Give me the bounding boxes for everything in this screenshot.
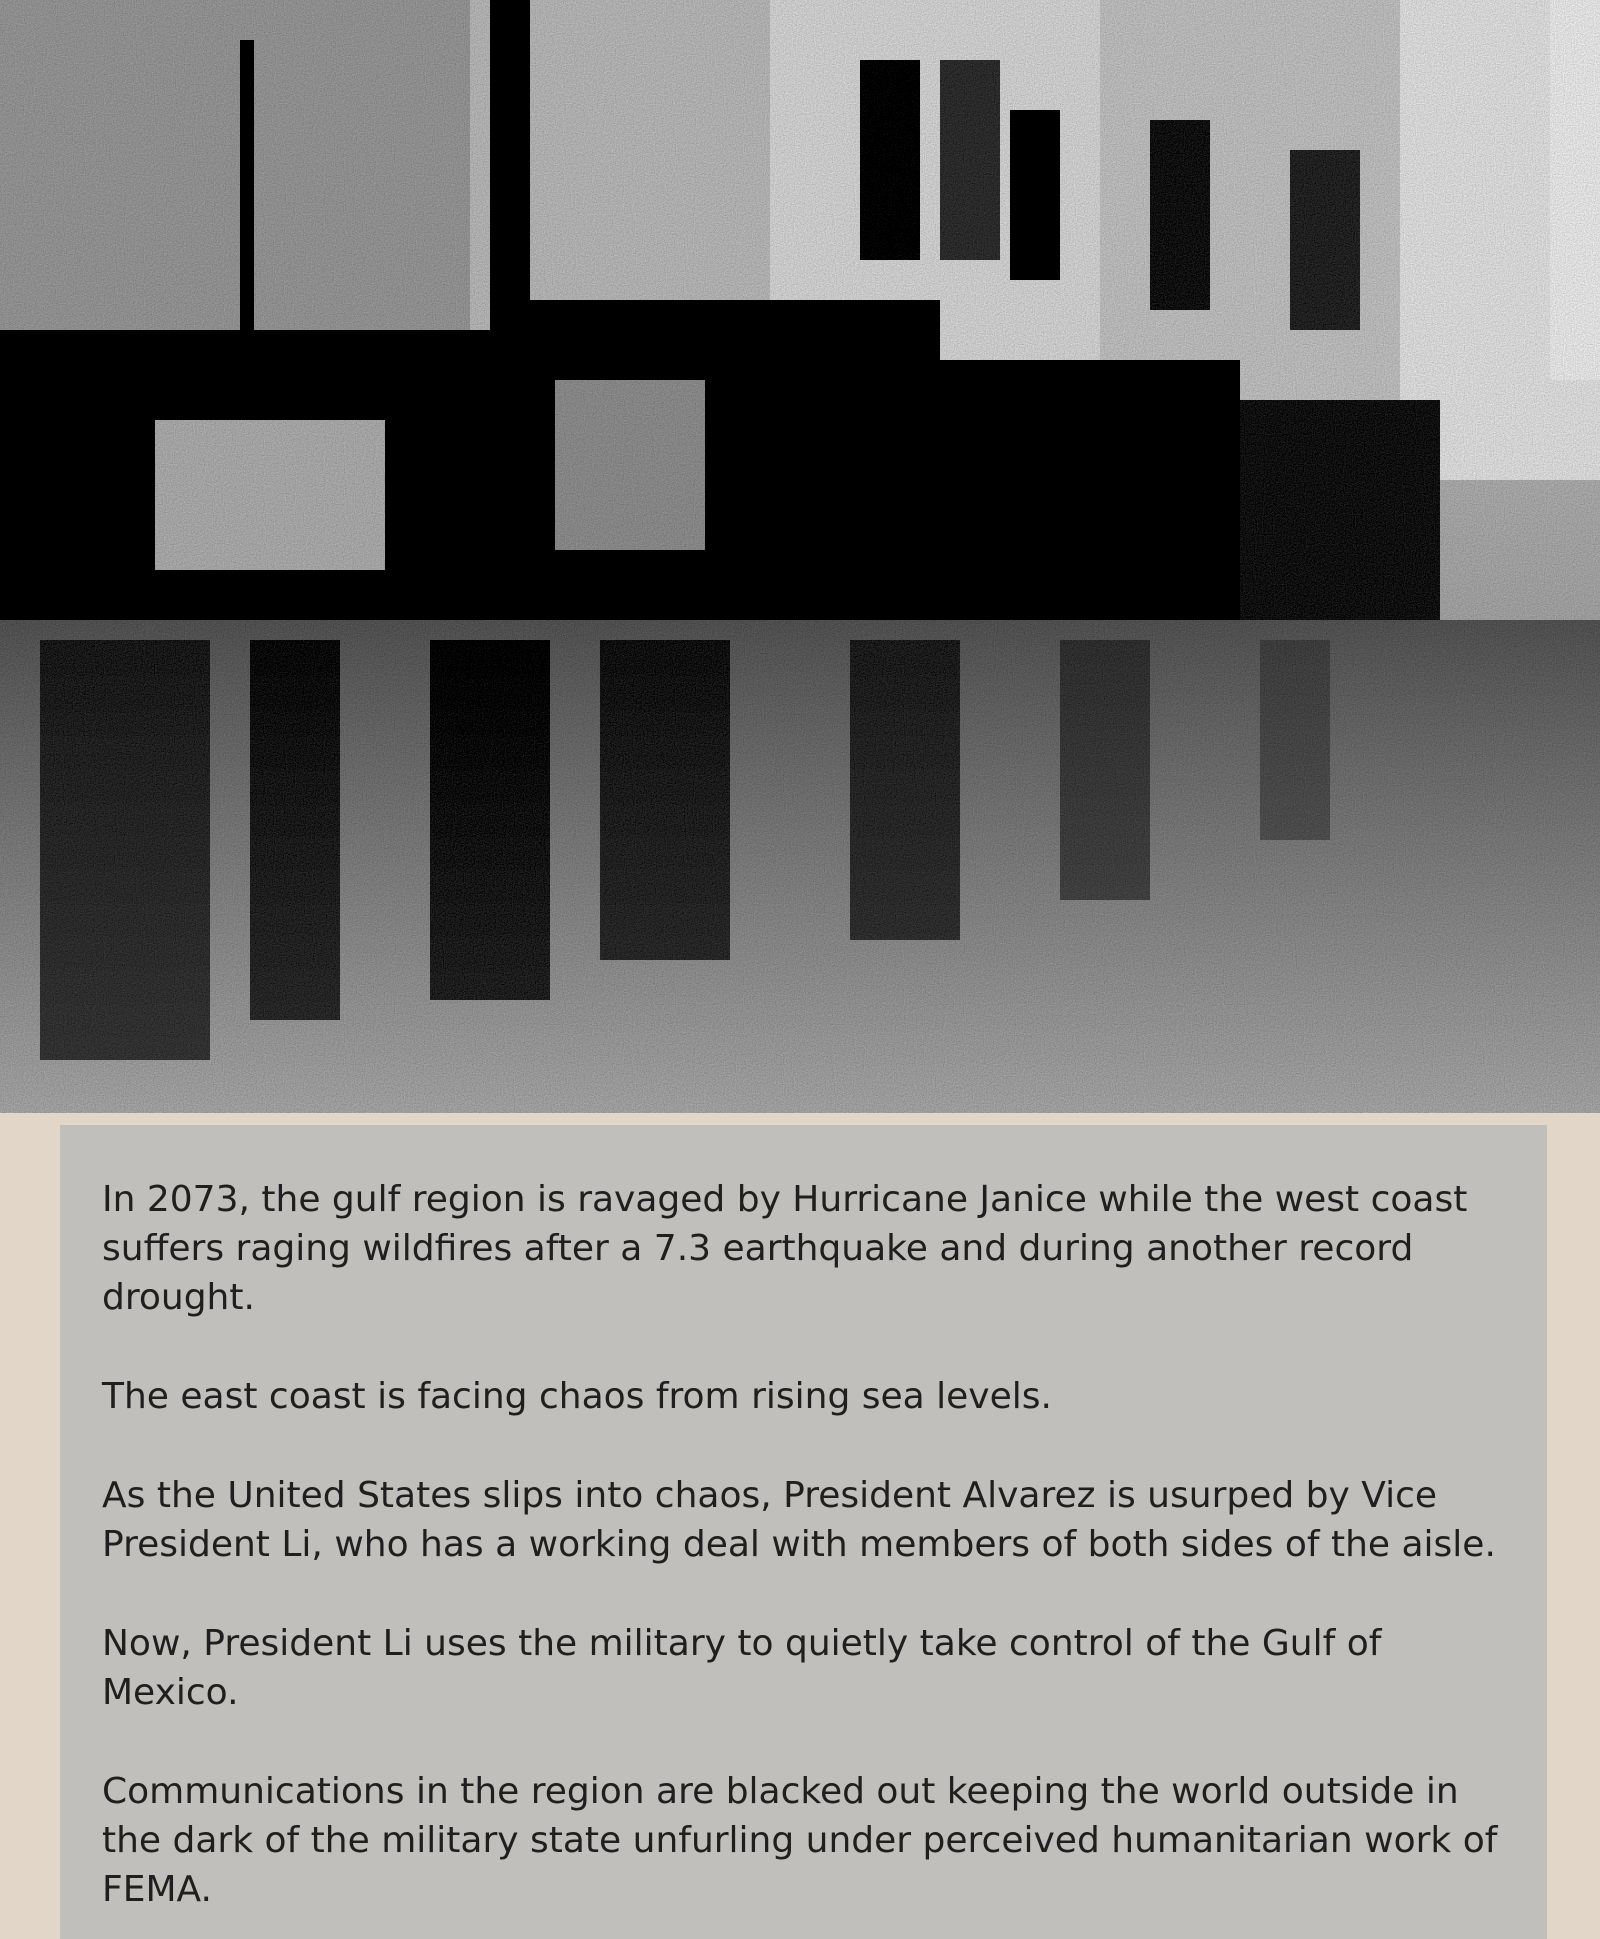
story-panel	[60, 1125, 1547, 1939]
story-paragraph-5: Communications in the region are blacked out keeping the world outside in the dark of the military state unfurling under perceived humanitarian work of FEMA.	[102, 1771, 1498, 1910]
story-paragraph-4: Now, President Li uses the military to quietly take control of the Gulf of Mexico.	[102, 1623, 1382, 1713]
story-paragraph-2: The east coast is facing chaos from rising sea levels.	[102, 1376, 1052, 1417]
story-paragraph-1: In 2073, the gulf region is ravaged by Hurricane Janice while the west coast suffers raging wildfires after a 7.3 earthquake and during another record drought.	[102, 1179, 1468, 1318]
story-paragraph-3: As the United States slips into chaos, President Alvarez is usurped by Vice President Li, who has a working deal with members of both sides of the aisle.	[102, 1475, 1496, 1565]
